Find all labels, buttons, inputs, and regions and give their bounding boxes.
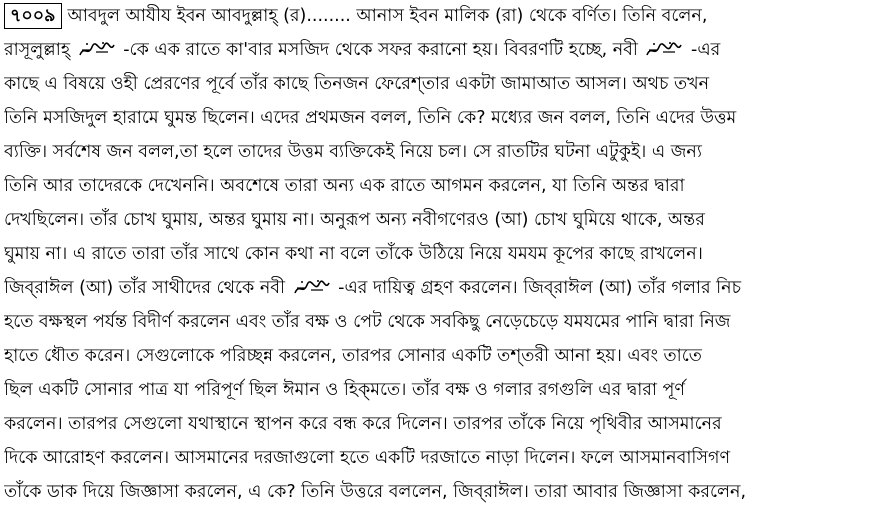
line-text: কাছে এ বিষয়ে ওহী প্রেরণের পূর্বে তাঁর কাছে তিনজন ফেরেশ্‌তার একটা জামাআত আসল। অথচ তখন — [4, 74, 710, 94]
salawat-calligraphy-icon — [78, 41, 116, 59]
line-text: তিনি আর তাদেরকে দেখেননি। অবশেষে তারা অন্য এক রাতে আগমন করলেন, যা তিনি অন্তর দ্বারা — [4, 176, 685, 196]
text-line-9 — [4, 272, 890, 304]
line-text: -কে এক রাতে কা'বার মসজিদ থেকে সফর করানো হয়। বিবরণটি হচ্ছে, নবী — [123, 40, 638, 60]
text-line-15 — [4, 476, 890, 508]
salawat-calligraphy-icon — [645, 41, 683, 59]
line-text: করলেন। তারপর সেগুলো যথাস্থানে স্থাপন করে বন্ধ করে দিলেন। তারপর তাঁকে নিয়ে পৃথিবীর আসমানের — [4, 414, 722, 434]
text-line-7 — [4, 204, 890, 236]
text-line-2 — [4, 34, 890, 66]
line-text: আবদুল আযীয ইবন আবদুল্লাহ্‌ (র)........ আনাস ইবন মালিক (রা) থেকে বর্ণিত। তিনি বলেন, — [67, 6, 708, 26]
text-line-6 — [4, 170, 890, 202]
line-text: হতে বক্ষস্থল পর্যন্ত বিদীর্ণ করলেন এবং তাঁর বক্ষ ও পেট থেকে সবকিছু নেড়েচেড়ে যমযমের পানি দ্বারা নিজ — [4, 312, 731, 332]
line-text: রাসূলুল্লাহ্‌ — [4, 40, 71, 60]
line-text: ব্যক্তি। সর্বশেষ জন বলল,তা হলে তাদের উত্তম ব্যক্তিকেই নিয়ে চল। সে রাতটির ঘটনা এটুকুই। এ জন্য — [4, 142, 702, 162]
line-text: হাতে ধৌত করেন। সেগুলোকে পরিচ্ছন্ন করলেন, তারপর সোনার একটি তশ্‌তরী আনা হয়। এবং তাতে — [4, 346, 702, 366]
text-line-10 — [4, 306, 890, 338]
text-line-5 — [4, 136, 890, 168]
line-text: -এর দায়িত্ব গ্রহণ করলেন। জিব্‌রাঈল (আ) তাঁর গলার নিচ — [338, 278, 742, 298]
text-line-13 — [4, 408, 890, 440]
line-text: ছিল একটি সোনার পাত্র যা পরিপূর্ণ ছিল ঈমান ও হিক্‌মতে। তাঁর বক্ষ ও গলার রগগুলি এর দ্বারা পূর্ণ — [4, 380, 685, 400]
line-text: তাঁকে ডাক দিয়ে জিজ্ঞাসা করলেন, এ কে? তিনি উত্তরে বললেন, জিব্‌রাঈল। তারা আবার জিজ্ঞাসা করলেন, — [4, 482, 747, 502]
line-text: জিব্‌রাঈল (আ) তাঁর সাথীদের থেকে নবী — [4, 278, 286, 298]
salawat-calligraphy-icon — [293, 279, 331, 297]
line-text: দিকে আরোহণ করলেন। আসমানের দরজাগুলো হতে একটি দরজাতে নাড়া দিলেন। ফলে আসমানবাসিগণ — [4, 448, 731, 468]
line-text: -এর — [691, 40, 721, 60]
text-line-11 — [4, 340, 890, 372]
text-line-14 — [4, 442, 890, 474]
hadith-number-box: ৭০০৯ — [4, 3, 62, 29]
line-text: ঘুমায় না। এ রাতে তারা তাঁর সাথে কোন কথা না বলে তাঁকে উঠিয়ে নিয়ে যমযম কূপের কাছে রাখলেন। — [4, 244, 703, 264]
text-line-1 — [4, 0, 890, 32]
text-line-3 — [4, 68, 890, 100]
text-line-4 — [4, 102, 890, 134]
line-text: তিনি মসজিদুল হারামে ঘুমন্ত ছিলেন। এদের প্রথমজন বলল, তিনি কে? মধ্যের জন বলল, তিনি এদের উত্তম — [4, 108, 737, 128]
text-line-8 — [4, 238, 890, 270]
text-line-12 — [4, 374, 890, 406]
line-text: দেখছিলেন। তাঁর চোখ ঘুমায়, অন্তর ঘুমায় না। অনুরূপ অন্য নবীগণেরও (আ) চোখ ঘুমিয়ে থাকে, অন্তর — [4, 210, 705, 230]
